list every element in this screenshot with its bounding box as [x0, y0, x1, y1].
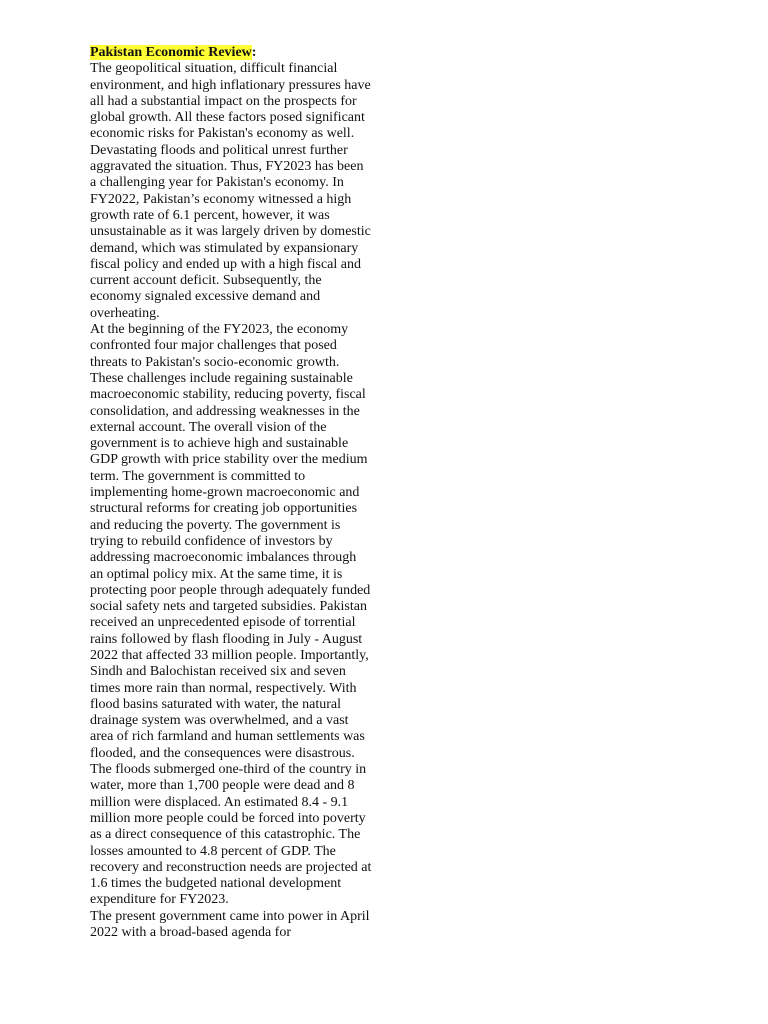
paragraph-intro: The geopolitical situation, difficult financial environment, and high inflationary pressures have all had a substantial impact on the prospects for global growth. All these factors posed significant economic risks for Pakistan's economy as well. Devastating floods and political unrest further aggravated the situation. Thus, FY2023 has been a challenging year for Pakistan's economy. In FY2022, Pakistan’s economy witnessed a high growth rate of 6.1 percent, however, it was unsustainable as it was largely driven by domestic demand, which was stimulated by expansionary fiscal policy and ended up with a high fiscal and current account deficit. Subsequently, the economy signaled excessive demand and overheating.	[90, 61, 371, 321]
document-heading	[90, 45, 372, 61]
paragraph-government: The present government came into power in April 2022 with a broad-based agenda for	[90, 908, 370, 941]
document-title: Pakistan Economic Review	[90, 45, 252, 60]
title-colon: :	[251, 45, 257, 60]
document-page	[90, 45, 372, 941]
paragraph-challenges: At the beginning of the FY2023, the economy confronted four major challenges that posed threats to Pakistan's socio-economic growth. These challenges include regaining sustainable macroeconomic stability, reducing poverty, fiscal consolidation, and addressing weaknesses in the external account. The overall vision of the government is to achieve high and sustainable GDP growth with price stability over the medium term. The government is committed to implementing home-grown macroeconomic and structural reforms for creating job opportunities and reducing the poverty. The government is trying to rebuild confidence of investors by addressing macroeconomic imbalances through an optimal policy mix. At the same time, it is protecting poor people through adequately funded social safety nets and targeted subsidies. Pakistan received an unprecedented episode of torrential rains followed by flash flooding in July - August 2022 that affected 33 million people. Importantly, Sindh and Balochistan received six and seven times more rain than normal, respectively. With flood basins saturated with water, the natural drainage system was overwhelmed, and a vast area of rich farmland and human settlements was flooded, and the consequences were disastrous. The floods submerged one-third of the country in water, more than 1,700 people were dead and 8 million were displaced. An estimated 8.4 - 9.1 million more people could be forced into poverty as a direct consequence of this catastrophic. The losses amounted to 4.8 percent of GDP. The recovery and reconstruction needs are projected at 1.6 times the budgeted national development expenditure for FY2023.	[90, 322, 372, 908]
